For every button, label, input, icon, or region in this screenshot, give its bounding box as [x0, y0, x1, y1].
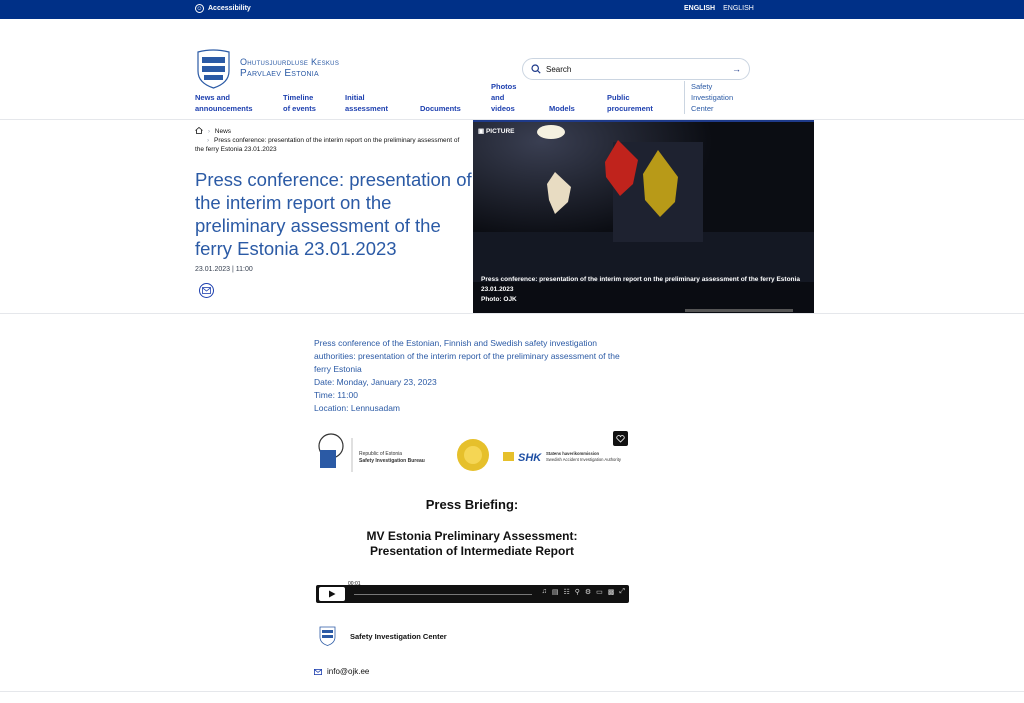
favorite-button[interactable]	[613, 431, 628, 446]
photo-scrollbar[interactable]	[685, 309, 793, 312]
breadcrumb	[195, 127, 470, 154]
footer-organization-name: Safety Investigation Center	[350, 631, 447, 641]
nav-photos-videos[interactable]: Photos and videos	[491, 82, 517, 113]
breadcrumb-separator: ›	[207, 137, 210, 144]
shk-label	[546, 451, 621, 463]
picture-tag	[478, 127, 515, 135]
footer-divider	[0, 691, 1024, 692]
photo-credit: Photo: OJK	[481, 296, 517, 303]
photo-caption	[481, 275, 800, 305]
nav-timeline[interactable]: Timeline of events	[283, 93, 316, 113]
article-event-location: Location: Lennusadam	[314, 403, 401, 413]
top-bar	[0, 0, 1024, 19]
coat-of-arms-small-icon	[319, 626, 336, 646]
estonia-bureau-line-1: Republic of Estonia	[359, 451, 403, 457]
play-button[interactable]	[319, 587, 345, 601]
brand-name[interactable]	[240, 57, 339, 79]
search-video-icon[interactable]: ⚲	[574, 589, 580, 596]
estonia-bureau-label	[359, 451, 425, 465]
accessibility-icon: ☺	[196, 5, 203, 12]
shk-logo-mark: SHK	[518, 452, 542, 464]
shk-line-2: Swedish Accident Investigation Authority	[546, 457, 621, 462]
search-box[interactable]	[522, 58, 750, 80]
breadcrumb-news[interactable]: News	[214, 128, 232, 135]
breadcrumb-current: Press conference: presentation of the interim report on the preliminary assessment of the ferry Estonia 23.01.2023	[195, 137, 460, 153]
nav-models[interactable]: Models	[549, 104, 575, 113]
shk-line-1: Statens haverikommission	[546, 451, 600, 456]
play-icon	[328, 590, 336, 598]
article-date: 23.01.2023 | 11:00	[195, 266, 253, 273]
article-event-date: Date: Monday, January 23, 2023	[314, 377, 437, 387]
breadcrumb-separator: ›	[207, 128, 210, 135]
article-intro: Press conference of the Estonian, Finnish and Swedish safety investigation authorities: presentation of the interim report of the preliminary assessment of the ferry Estonia	[314, 338, 620, 374]
footer-organization	[319, 626, 447, 646]
captions-icon[interactable]: ▤	[551, 589, 559, 596]
briefing-subtitle-2: Presentation of Intermediate Report	[369, 544, 575, 558]
share-email-button[interactable]	[199, 283, 214, 298]
nav-public-procurement[interactable]: Public procurement	[607, 93, 653, 113]
search-placeholder: Search	[546, 64, 572, 74]
language-option[interactable]: ENGLISH	[723, 5, 754, 12]
search-submit-icon[interactable]: →	[732, 64, 741, 74]
language-active[interactable]: ENGLISH	[684, 5, 716, 12]
page-title: Press conference: presentation of the interim report on the preliminary assessment of the ferry Estonia 23.01.2023	[195, 169, 472, 259]
photo-caption-date: 23.01.2023	[481, 286, 514, 293]
picture-tag-label: PICTURE	[485, 128, 515, 135]
accessibility-label: Accessibility	[208, 5, 251, 12]
accessibility-link[interactable]	[195, 4, 251, 13]
mute-icon[interactable]: ♫	[541, 588, 547, 595]
estonia-bureau-line-2: Safety Investigation Bureau	[359, 458, 425, 464]
article-body	[314, 337, 634, 415]
fullscreen-icon[interactable]: ⤢	[619, 588, 625, 595]
picture-in-picture-icon[interactable]: ▩	[607, 589, 615, 596]
heart-icon	[616, 435, 625, 443]
brand-line-2: Parvlaev Estonia	[240, 68, 320, 79]
video-player-controls	[316, 581, 629, 603]
nav-initial-assessment[interactable]: Initial assessment	[345, 93, 388, 113]
footer-email[interactable]	[314, 667, 369, 676]
nav-news[interactable]: News and announcements	[195, 93, 253, 113]
video-progress-track[interactable]	[354, 594, 532, 595]
nav-safety-investigation-center[interactable]: Safety Investigation Center	[684, 81, 742, 114]
briefing-subtitle-1: MV Estonia Preliminary Assessment:	[366, 529, 578, 543]
mail-icon	[202, 287, 211, 294]
mail-icon	[314, 669, 322, 675]
hero-photo[interactable]	[473, 120, 814, 313]
cast-icon[interactable]: ▭	[596, 589, 603, 596]
settings-gear-icon[interactable]: ⚙	[584, 589, 592, 596]
briefing-heading: Press Briefing:	[425, 497, 519, 512]
camera-icon: ▣	[478, 128, 485, 135]
main-navigation	[0, 82, 1024, 118]
video-title-card	[314, 497, 630, 559]
photo-caption-text: Press conference: presentation of the interim report on the preliminary assessment of the ferry Estonia	[481, 276, 800, 283]
partner-logos-image	[314, 430, 630, 480]
article-event-time: Time: 11:00	[314, 390, 358, 400]
transcript-icon[interactable]: ☷	[563, 589, 570, 596]
nav-documents[interactable]: Documents	[420, 104, 461, 113]
home-icon[interactable]	[195, 127, 203, 134]
brand-line-1: Ohutusjuurdluse Keskus	[240, 57, 340, 67]
video-current-time: 00:01	[348, 581, 361, 587]
section-divider	[0, 313, 1024, 314]
search-icon	[531, 64, 541, 74]
footer-email-address[interactable]: info@ojk.ee	[327, 667, 370, 676]
